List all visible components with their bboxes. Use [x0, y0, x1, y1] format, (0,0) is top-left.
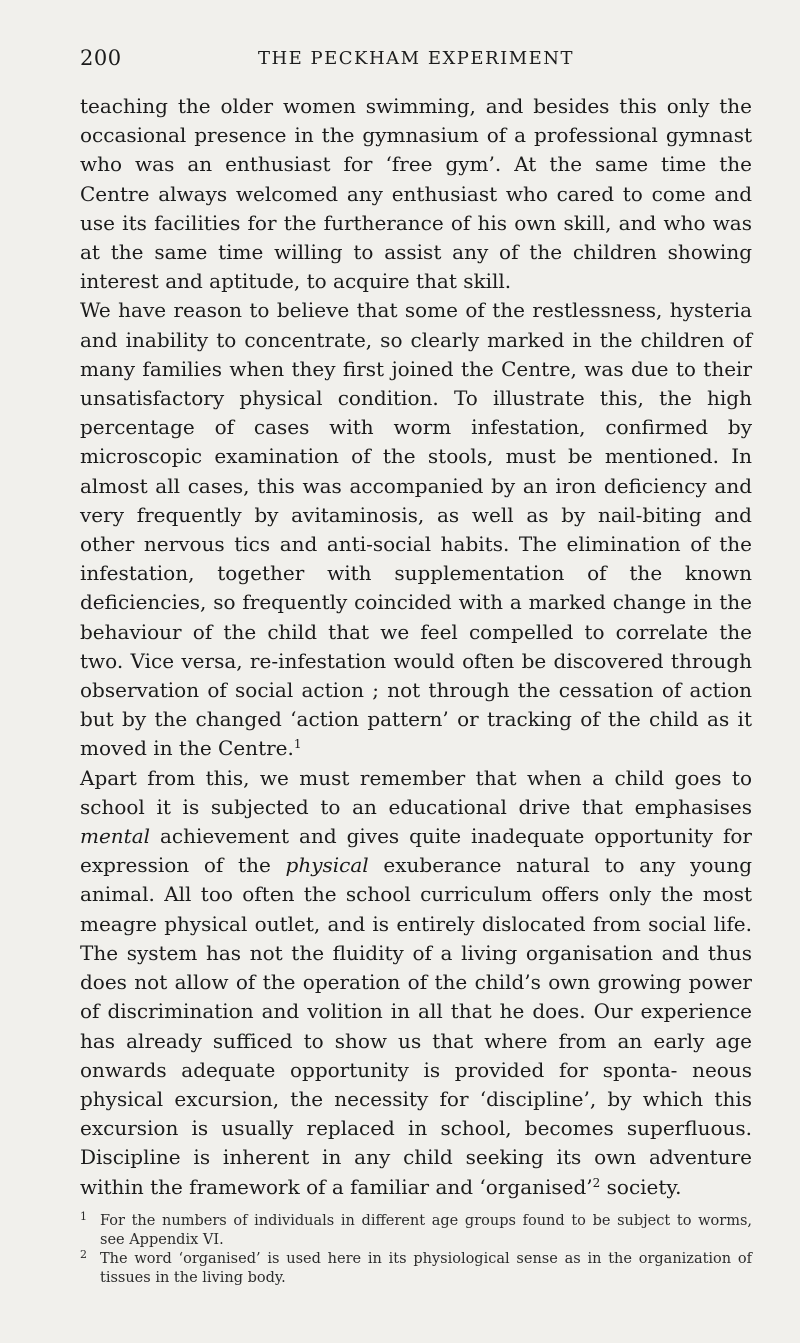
- paragraph-1: [80, 92, 752, 296]
- paragraph-3-text-d: society.: [600, 1174, 682, 1199]
- paragraph-3-text-b: achievement and gives quite inadequate opportunity for expression of the: [80, 824, 752, 878]
- page-number: 200: [80, 46, 122, 70]
- running-head: [80, 46, 752, 76]
- emphasis-mental: mental: [80, 824, 151, 849]
- footnote-ref-2: 2: [592, 1175, 601, 1190]
- footnote-ref-1: 1: [293, 737, 302, 752]
- running-title: THE PECKHAM EXPERIMENT: [257, 48, 575, 69]
- footnote-2: 2 The word ‘organised’ is used here in its physiological sense as in the organization of tissues in the living body.: [80, 1247, 752, 1286]
- paragraph-2-text: We have reason to believe that some of the restlessness, hysteria and inability to concentrate, so clearly marked in the children of many families when they first joined the Centre, was due to their unsatisfactory physical condition. To illustrate this, the high percentage of cases with worm infestation, confirmed by microscopic examination of the stools, must be mentioned. In almost all cases, this was accompanied by an iron deficiency and very frequently by avitaminosis, as well as by nail-biting and other nervous tics and anti-social habits. The elimination of the infestation, together with supplementation of the known deficiencies, so frequently coincided with a marked change in the behaviour of the child that we feel compelled to correlate the two. Vice versa, re-infestation would often be discovered through observation of social action ; not through the cessation of action but by the changed ‘action pattern’ or tracking of the child as it moved in the Centre.: [80, 298, 752, 761]
- paragraph-3: [80, 764, 752, 1202]
- footnotes: [80, 1209, 752, 1288]
- footnote-1: 1 For the numbers of individuals in different age groups found to be subject to worms, see Appendix VI.: [80, 1209, 752, 1248]
- footnote-1-text: For the numbers of individuals in different age groups found to be subject to worms, see Appendix VI.: [100, 1212, 752, 1248]
- paragraph-3-text-a: Apart from this, we must remember that when a child goes to school it is subjected to an educational drive that emphasises: [80, 765, 752, 819]
- paragraph-2: [80, 296, 752, 763]
- emphasis-physical: physical: [285, 853, 369, 878]
- book-page: [80, 46, 752, 1288]
- footnote-2-text: The word ‘organised’ is used here in its physiological sense as in the organization of tissues in the living body.: [100, 1250, 752, 1286]
- paragraph-1-text: teaching the older women swimming, and besides this only the occasional presence in the gymnasium of a professional gymnast who was an enthusiast for ‘free gym’. At the same time the Centre always welcomed any enthusiast who cared to come and use its facilities for the furtherance of his own skill, and who was at the same time willing to assist any of the children showing interest and aptitude, to acquire that skill.: [80, 94, 752, 294]
- body-text: [80, 92, 752, 1202]
- paragraph-3-text-c: exuberance natural to any young animal. All too often the school curriculum offers only the most meagre physical outlet, and is entirely dislocated from social life. The system has not the fluidity of a living organisation and thus does not allow of the operation of the child’s own growing power of discrimination and volition in all that he does. Our experience has already sufficed to show us that where from an early age onwards adequate opportunity is provided for sponta- neous physical excursion, the necessity for ‘discipline’, by which this excursion is usually replaced in school, becomes superfluous. Discipline is inherent in any child seeking its own adventure within the framework of a familiar and ‘organised’: [80, 853, 752, 1199]
